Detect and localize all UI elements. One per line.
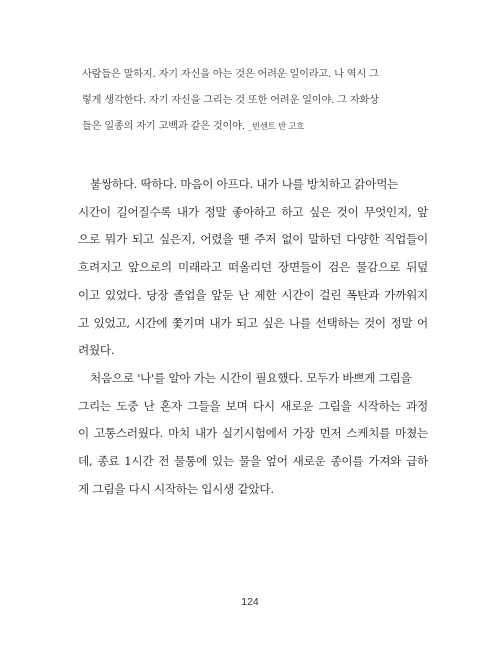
body-text <box>78 171 428 503</box>
body-line: 그리는 도중 난 혼자 그들을 보며 다시 새로운 그림을 시작하는 과정 <box>78 398 428 413</box>
body-line: 으로 뭐가 되고 싶은지, 어렸을 땐 주저 없이 말하던 다양한 직업들이 <box>78 232 428 247</box>
quote-line <box>80 114 430 140</box>
quote-attribution: _빈센트 반 고흐 <box>247 122 305 132</box>
body-line: 시간이 길어질수록 내가 정말 좋아하고 하고 싶은 것이 무엇인지, 앞 <box>78 204 428 219</box>
quote-line: 렇게 생각한다. 자기 자신을 그리는 것 또한 어려운 일이야. 그 자화상 <box>82 95 379 106</box>
quote-line-text: 들은 일종의 자기 고백과 같은 것이야. <box>82 121 245 132</box>
body-line: 처음으로 '나'를 알아 가는 시간이 필요했다. 모두가 바쁘게 그림을 <box>90 370 412 385</box>
body-line: 이 고통스러웠다. 마치 내가 실기시험에서 가장 먼저 스케치를 마쳤는 <box>78 426 428 441</box>
body-line: 게 그림을 다시 시작하는 입시생 같았다. <box>78 481 274 496</box>
epigraph-quote <box>80 62 430 140</box>
body-line: 흐려지고 앞으로의 미래라고 떠올리던 장면들이 검은 물감으로 뒤덮 <box>78 260 428 275</box>
body-line: 데, 종료 1시간 전 물통에 있는 물을 엎어 새로운 종이를 가져와 급하 <box>78 454 428 469</box>
body-line: 불쌍하다. 딱하다. 마음이 아프다. 내가 나를 방치하고 갉아먹는 <box>90 177 399 191</box>
body-line: 고 있었고, 시간에 쫓기며 내가 되고 싶은 나를 선택하는 것이 정말 어 <box>78 315 428 330</box>
quote-line: 사람들은 말하지. 자기 자신을 아는 것은 어려운 일이라고. 나 역시 그 <box>82 69 379 80</box>
body-line: 이고 있었다. 당장 졸업을 앞둔 난 제한 시간이 걸린 폭탄과 가까워지 <box>78 287 428 302</box>
body-line: 려웠다. <box>78 343 115 358</box>
page-number: 124 <box>241 596 259 608</box>
